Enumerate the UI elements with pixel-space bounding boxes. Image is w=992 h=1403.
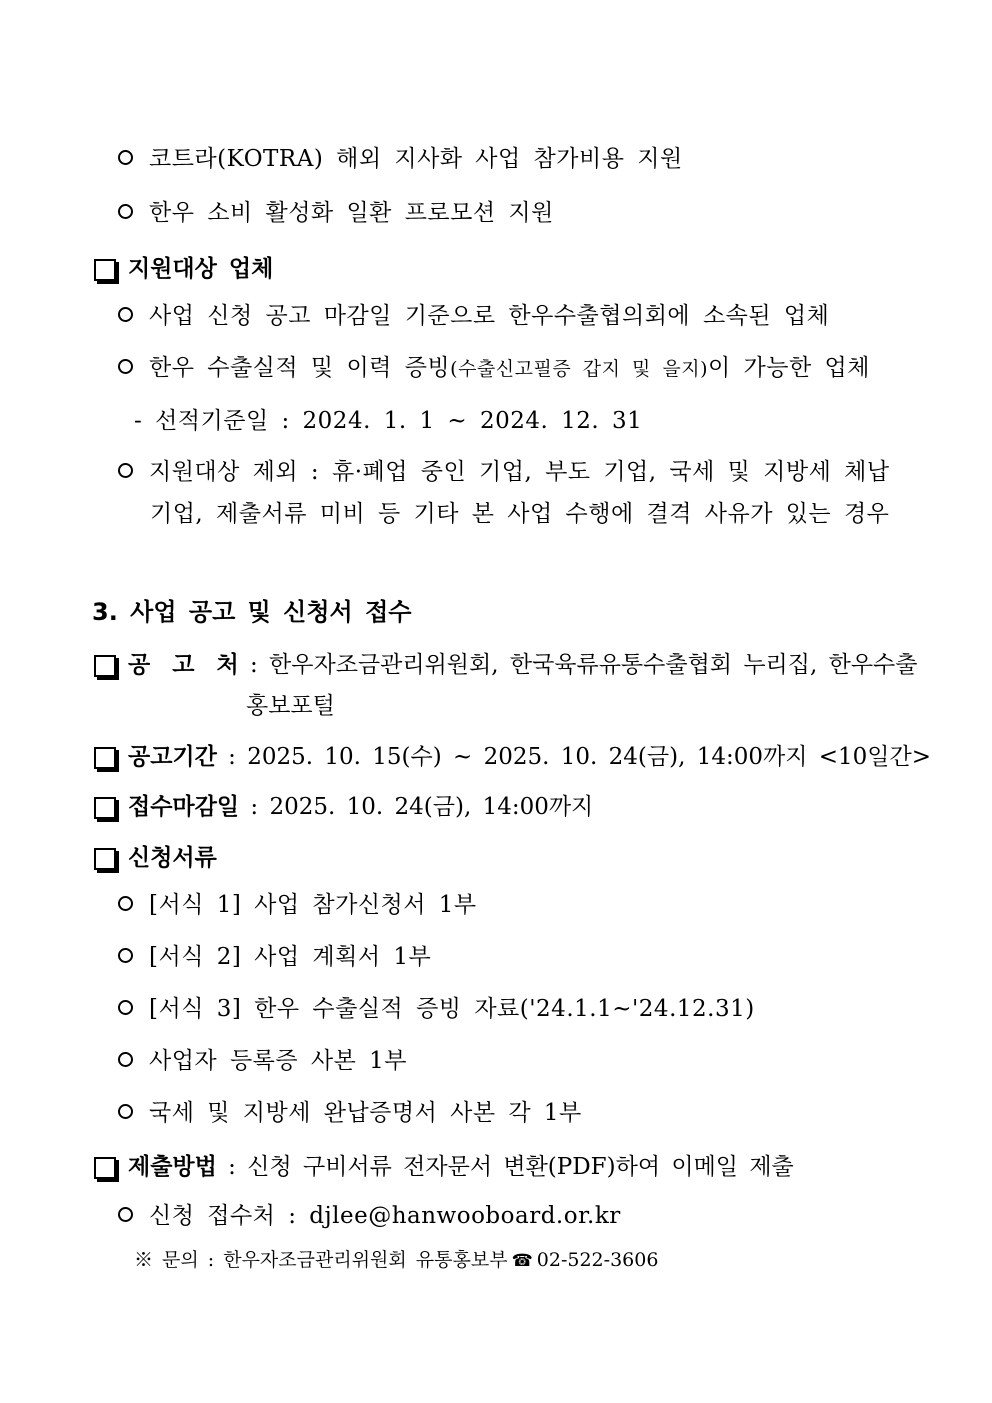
- doc-item: [118, 942, 431, 972]
- period-label: 공고기간: [128, 744, 217, 770]
- target-item-membership: [118, 301, 829, 331]
- contact-phone: 02-522-3606: [536, 1249, 659, 1271]
- bullet-text: 한우 수출실적 및 이력 증빙: [149, 355, 451, 381]
- bullet-text: 이 가능한 업체: [708, 355, 870, 381]
- bullet-text: 사업 신청 공고 마감일 기준으로 한우수출협의회에 소속된 업체: [149, 303, 830, 329]
- notice-label: 공 고 처: [128, 652, 239, 678]
- circle-bullet-icon: [118, 896, 133, 911]
- notice-value-continuation: 홍보포털: [246, 693, 335, 719]
- submit-label: 제출방법: [128, 1154, 217, 1180]
- circle-bullet-icon: [118, 463, 133, 478]
- submit-value: : 신청 구비서류 전자문서 변환(PDF)하여 이메일 제출: [216, 1154, 794, 1180]
- period-value: : 2025. 10. 15(수) ~ 2025. 10. 24(금), 14:00까지 <10일간>: [216, 744, 931, 770]
- doc-text: 사업자 등록증 사본 1부: [149, 1048, 408, 1074]
- notice-value: : 한우자조금관리위원회, 한국육류유통수출협회 누리집, 한우수출: [238, 652, 918, 678]
- circle-bullet-icon: [118, 150, 133, 165]
- bullet-item-promotion: [118, 198, 554, 228]
- notice-row: [128, 650, 917, 680]
- circle-bullet-icon: [118, 307, 133, 322]
- docs-label: 신청서류: [128, 845, 217, 871]
- target-heading: 지원대상 업체: [128, 256, 274, 282]
- circle-bullet-icon: [118, 359, 133, 374]
- checkbox-square-icon: [94, 1157, 116, 1179]
- criteria-date: - 선적기준일 : 2024. 1. 1 ~ 2024. 12. 31: [134, 408, 643, 434]
- circle-bullet-icon: [118, 1104, 133, 1119]
- deadline-value: : 2025. 10. 24(금), 14:00까지: [239, 794, 594, 820]
- checkbox-square-icon: [94, 259, 116, 281]
- doc-text: [서식 3] 한우 수출실적 증빙 자료('24.1.1~'24.12.31): [149, 996, 755, 1022]
- doc-text: [서식 1] 사업 참가신청서 1부: [149, 892, 477, 918]
- bullet-text: 한우 소비 활성화 일환 프로모션 지원: [149, 200, 554, 226]
- doc-item: [118, 890, 477, 920]
- exclusion-continuation: 기업, 제출서류 미비 등 기타 본 사업 수행에 결격 사유가 있는 경우: [150, 501, 890, 527]
- checkbox-square-icon: [94, 747, 116, 769]
- checkbox-square-icon: [94, 655, 116, 677]
- deadline-row: [128, 792, 593, 822]
- bullet-text: 지원대상 제외 : 휴·폐업 중인 기업, 부도 기업, 국세 및 지방세 체납: [149, 459, 890, 485]
- section-heading: 3. 사업 공고 및 신청서 접수: [92, 598, 412, 626]
- contact-text: ※ 문의 : 한우자조금관리위원회 유통홍보부: [134, 1249, 508, 1271]
- target-item-exclusion: [118, 457, 890, 487]
- email-text: 신청 접수처 : djlee@hanwooboard.or.kr: [149, 1203, 621, 1229]
- email-item: [118, 1201, 621, 1231]
- checkbox-square-icon: [94, 797, 116, 819]
- bullet-text: 코트라(KOTRA) 해외 지사화 사업 참가비용 지원: [149, 146, 683, 172]
- circle-bullet-icon: [118, 948, 133, 963]
- telephone-icon: ☎: [511, 1251, 533, 1271]
- checkbox-square-icon: [94, 848, 116, 870]
- doc-item: [118, 1098, 582, 1128]
- bullet-text-small: (수출신고필증 갑지 및 을지): [450, 358, 708, 380]
- deadline-label: 접수마감일: [128, 794, 240, 820]
- doc-text: [서식 2] 사업 계획서 1부: [149, 944, 432, 970]
- submit-row: [128, 1152, 794, 1182]
- target-item-export-proof: [118, 353, 870, 384]
- bullet-item-kotra: [118, 144, 683, 174]
- period-row: [128, 742, 931, 772]
- contact-note: [134, 1247, 658, 1274]
- doc-item: [118, 1046, 407, 1076]
- circle-bullet-icon: [118, 1000, 133, 1015]
- doc-item: [118, 994, 755, 1024]
- circle-bullet-icon: [118, 1052, 133, 1067]
- circle-bullet-icon: [118, 204, 133, 219]
- doc-text: 국세 및 지방세 완납증명서 사본 각 1부: [149, 1100, 582, 1126]
- circle-bullet-icon: [118, 1207, 133, 1222]
